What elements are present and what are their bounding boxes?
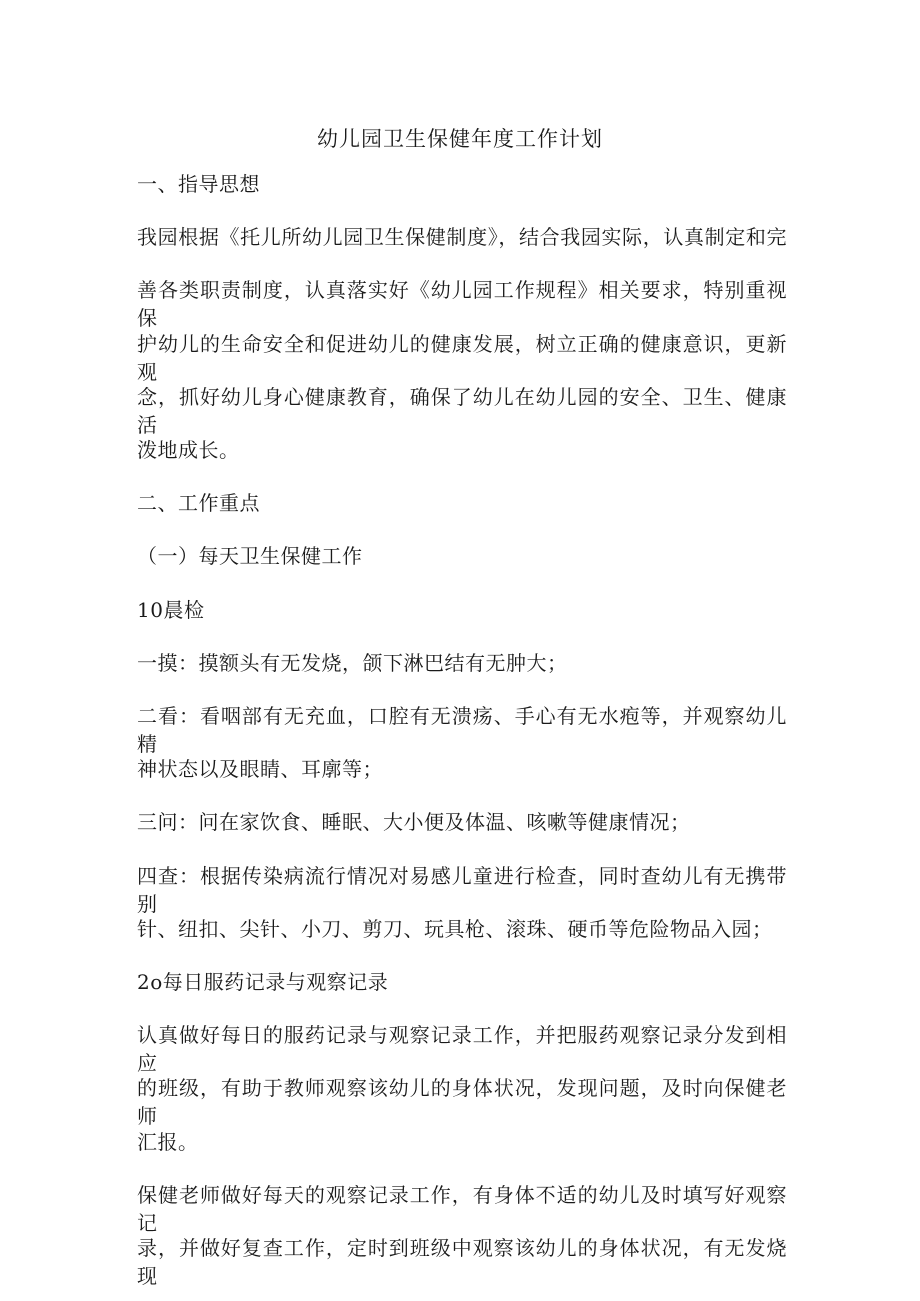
paragraph-line: 我园根据《托儿所幼儿园卫生保健制度》，结合我园实际，认真制定和完 (137, 225, 787, 250)
paragraph-line: 录，并做好复查工作，定时到班级中观察该幼儿的身体状况，有无发烧现 (137, 1236, 787, 1288)
paragraph-line: 2o每日服药记录与观察记录 (137, 970, 389, 994)
paragraph-line: 一、指导思想 (137, 172, 260, 196)
paragraph-line: 保健老师做好每天的观察记录工作，有身体不适的幼儿及时填写好观察记 (137, 1182, 787, 1235)
paragraph-line: 二看：看咽部有无充血，口腔有无溃疡、手心有无水疱等，并观察幼儿精 (137, 704, 787, 756)
paragraph-line: 善各类职责制度，认真落实好《幼儿园工作规程》相关要求，特别重视保 (137, 278, 787, 331)
document-title: 幼儿园卫生保健年度工作计划 (317, 127, 603, 151)
paragraph-line: 念，抓好幼儿身心健康教育，确保了幼儿在幼儿园的安全、卫生、健康活 (137, 384, 787, 437)
paragraph-line: 二、工作重点 (137, 491, 260, 516)
paragraph-line: 神状态以及眼睛、耳廓等； (137, 757, 383, 782)
paragraph-line: （一）每天卫生保健工作 (137, 544, 363, 569)
paragraph-line: 汇报。 (137, 1129, 199, 1154)
paragraph-line: 一摸：摸额头有无发烧，颌下淋巴结有无肿大； (137, 650, 568, 675)
paragraph-line: 泼地成长。 (137, 438, 240, 462)
paragraph-line: 护幼儿的生命安全和促进幼儿的健康发展，树立正确的健康意识，更新观 (137, 331, 787, 384)
paragraph-line: 三问：问在家饮食、睡眠、大小便及体温、咳嗽等健康情况； (137, 810, 691, 835)
paragraph-line: 10晨检 (137, 597, 205, 622)
paragraph-line: 的班级，有助于教师观察该幼儿的身体状况，发现问题，及时向保健老师 (137, 1076, 787, 1129)
paragraph-line: 认真做好每日的服药记录与观察记录工作，并把服药观察记录分发到相应 (137, 1023, 787, 1076)
paragraph-line: 四查：根据传染病流行情况对易感儿童进行检查，同时查幼儿有无携带别 (137, 863, 787, 916)
paragraph-line: 针、纽扣、尖针、小刀、剪刀、玩具枪、滚珠、硬币等危险物品入园； (137, 916, 773, 941)
